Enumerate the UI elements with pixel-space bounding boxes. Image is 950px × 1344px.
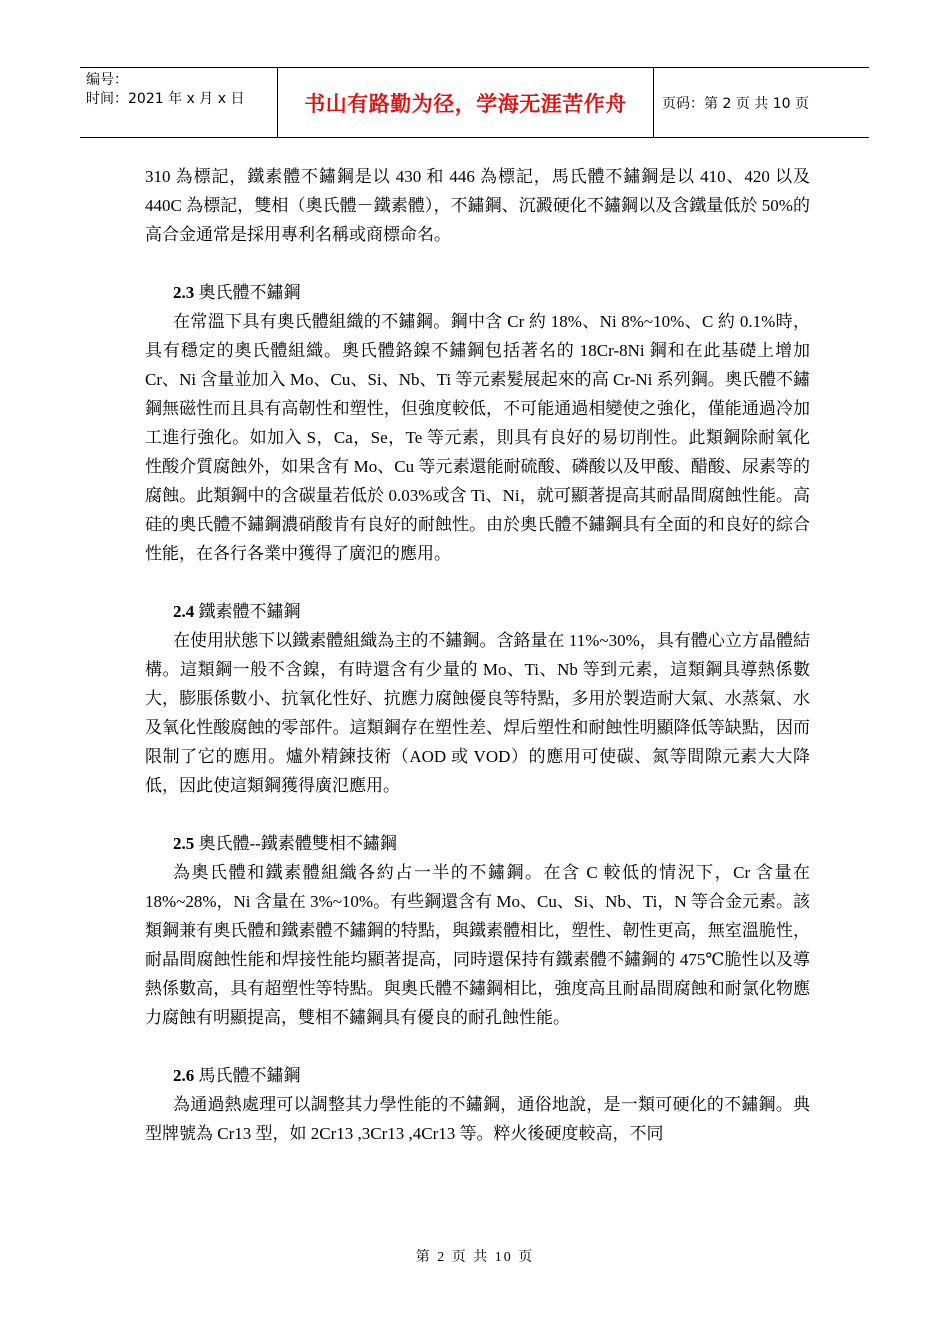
intro-paragraph: 310 為標記，鐵素體不鏽鋼是以 430 和 446 為標記，馬氏體不鏽鋼是以 410、420 以及 440C 為標記，雙相（奧氏體－鐵素體），不鏽鋼、沉澱硬化不鏽鋼以及含鐵量低於 50%的高合金通常是採用專利名稱或商標命名。	[145, 167, 810, 244]
section-title: 鐵素體不鏽鋼	[194, 602, 301, 621]
section-title: 馬氏體不鏽鋼	[194, 1066, 301, 1085]
section-number: 2.3	[173, 283, 195, 302]
section-number: 2.5	[173, 834, 195, 853]
section-paragraph: 為奧氏體和鐵素體組織各約占一半的不鏽鋼。在含 C 較低的情況下，Cr 含量在 18%~28%，Ni 含量在 3%~10%。有些鋼還含有 Mo、Cu、Si、Nb、Ti，N 等合金元素。該類鋼兼有奧氏體和鐵素體不鏽鋼的特點，與鐵素體相比，塑性、韌性更高，無室溫脆性，耐晶間腐蝕性能和焊接性能均顯著提高，同時還保持有鐵素體不鏽鋼的 475℃脆性以及導熱係數高，具有超塑性等特點。與奧氏體不鏽鋼相比，強度高且耐晶間腐蝕和耐氯化物應力腐蝕有明顯提高，雙相不鏽鋼具有優良的耐孔蝕性能。	[145, 863, 810, 1027]
section-paragraph: 在常溫下具有奧氏體組織的不鏽鋼。鋼中含 Cr 約 18%、Ni 8%~10%、C 約 0.1%時，具有穩定的奧氏體組織。奧氏體鉻鎳不鏽鋼包括著名的 18Cr-8Ni 鋼和在此基礎上增加 Cr、Ni 含量並加入 Mo、Cu、Si、Nb、Ti 等元素髮展起來的高 Cr-Ni 系列鋼。奧氏體不鏽鋼無磁性而且具有高韌性和塑性，但強度較低，不可能通過相變使之強化，僅能通過冷加工進行強化。如加入 S，Ca，Se，Te 等元素，則具有良好的易切削性。此類鋼除耐氧化性酸介質腐蝕外，如果含有 Mo、Cu 等元素還能耐硫酸、磷酸以及甲酸、醋酸、尿素等的腐蝕。此類鋼中的含碳量若低於 0.03%或含 Ti、Ni，就可顯著提高其耐晶間腐蝕性能。高硅的奧氏體不鏽鋼濃硝酸肯有良好的耐蝕性。由於奧氏體不鏽鋼具有全面的和良好的綜合性能，在各行各業中獲得了廣氾的應用。	[145, 312, 810, 563]
document-number-label: 编号：	[86, 72, 128, 88]
section-paragraph: 為通過熱處理可以調整其力學性能的不鏽鋼，通俗地說，是一類可硬化的不鏽鋼。典型牌號為 Cr13 型，如 2Cr13 ,3Cr13 ,4Cr13 等。粹火後硬度較高，不同	[145, 1095, 810, 1143]
section-number: 2.4	[173, 602, 195, 621]
section-heading	[145, 278, 810, 307]
section-title: 奧氏體--鐵素體雙相不鏽鋼	[194, 834, 397, 853]
header-meta	[80, 68, 278, 137]
document-date: 时间：2021 年 x 月 x 日	[86, 91, 245, 107]
section-paragraph: 在使用狀態下以鐵素體組織為主的不鏽鋼。含鉻量在 11%~30%，具有體心立方晶體結構。這類鋼一般不含鎳，有時還含有少量的 Mo、Ti、Nb 等到元素，這類鋼具導熱係數大，膨脹係數小、抗氧化性好、抗應力腐蝕優良等特點，多用於製造耐大氣、水蒸氣、水及氧化性酸腐蝕的零部件。這類鋼存在塑性差、焊后塑性和耐蝕性明顯降低等缺點，因而限制了它的應用。爐外精鍊技術（AOD 或 VOD）的應用可使碳、氮等間隙元素大大降低，因此使這類鋼獲得廣氾應用。	[145, 631, 810, 795]
section-heading	[145, 1061, 810, 1090]
section-heading	[145, 829, 810, 858]
section-heading	[145, 597, 810, 626]
page-header	[80, 67, 869, 138]
section-number: 2.6	[173, 1066, 195, 1085]
page-footer: 第 2 页 共 10 页	[415, 1250, 535, 1265]
document-body	[145, 162, 810, 1148]
section-title: 奧氏體不鏽鋼	[194, 283, 301, 302]
header-motto: 书山有路勤为径，学海无涯苦作舟	[278, 68, 654, 137]
header-page-info: 页码：第 2 页 共 10 页	[662, 95, 809, 112]
